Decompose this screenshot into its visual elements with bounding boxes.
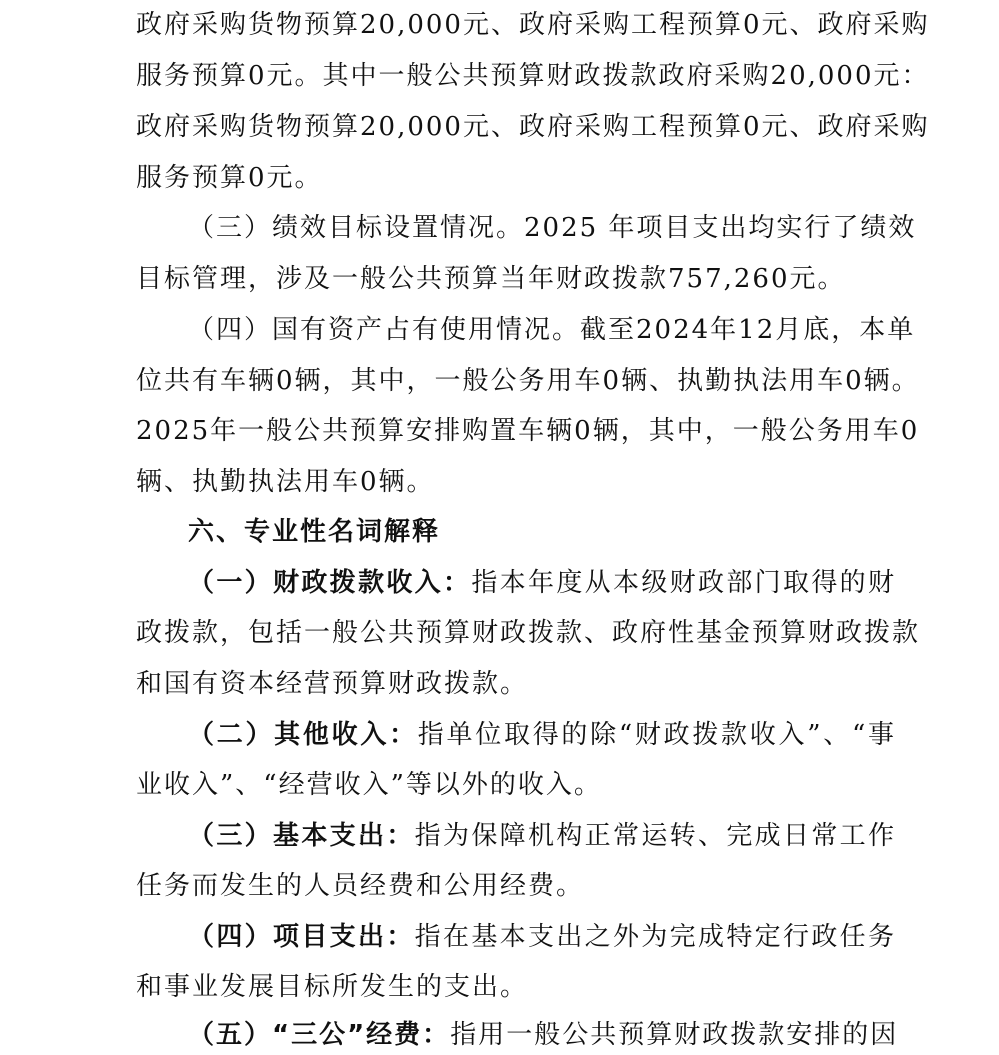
definition-text: 指本年度从本级财政部门取得的财	[471, 568, 896, 598]
body-text-line: 服务预算0元。其中一般公共预算财政拨款政府采购20,000元：	[136, 61, 930, 91]
definition-first-line	[188, 819, 896, 853]
definition-text: 指用一般公共预算财政拨款安排的因	[450, 1020, 899, 1050]
body-text-line: 政府采购货物预算20,000元、政府采购工程预算0元、政府采购	[136, 112, 930, 142]
body-text-line: 政拨款，包括一般公共预算财政拨款、政府性基金预算财政拨款	[136, 618, 921, 648]
body-text-line: 政府采购货物预算20,000元、政府采购工程预算0元、政府采购	[136, 10, 930, 40]
definition-term: （三）基本支出：	[188, 821, 415, 851]
body-text-line: 和国有资本经营预算财政拨款。	[136, 669, 529, 699]
definition-text: 指为保障机构正常运转、完成日常工作	[414, 821, 896, 851]
body-text-line: 目标管理，涉及一般公共预算当年财政拨款757,260元。	[136, 264, 846, 294]
definition-term: （五）“三公”经费：	[188, 1020, 451, 1050]
definition-text: 指在基本支出之外为完成特定行政任务	[414, 922, 896, 952]
paragraph-first-line: （四）国有资产占有使用情况。截至2024年12月底，本单	[188, 315, 916, 345]
definition-first-line	[188, 1018, 899, 1052]
paragraph-first-line: （三）绩效目标设置情况。2025 年项目支出均实行了绩效	[188, 213, 917, 243]
definition-first-line	[188, 718, 896, 752]
body-text-line: 和事业发展目标所发生的支出。	[136, 972, 529, 1002]
definition-first-line	[188, 920, 896, 954]
body-text-line: 位共有车辆0辆，其中，一般公务用车0辆、执勤执法用车0辆。	[136, 366, 920, 396]
body-text-line: 业收入”、“经营收入”等以外的收入。	[136, 770, 602, 800]
body-text-line: 服务预算0元。	[136, 163, 323, 193]
definition-term: （一）财政拨款收入：	[188, 568, 472, 598]
definition-first-line	[188, 566, 896, 600]
definition-text: 指单位取得的除“财政拨款收入”、“事	[417, 720, 896, 750]
body-text-line: 2025年一般公共预算安排购置车辆0辆，其中，一般公务用车0	[136, 416, 920, 446]
body-text-line: 任务而发生的人员经费和公用经费。	[136, 871, 585, 901]
body-text-line: 辆、执勤执法用车0辆。	[136, 467, 435, 497]
section-heading: 六、专业性名词解释	[188, 517, 441, 547]
definition-term: （二）其他收入：	[188, 720, 418, 750]
definition-term: （四）项目支出：	[188, 922, 415, 952]
